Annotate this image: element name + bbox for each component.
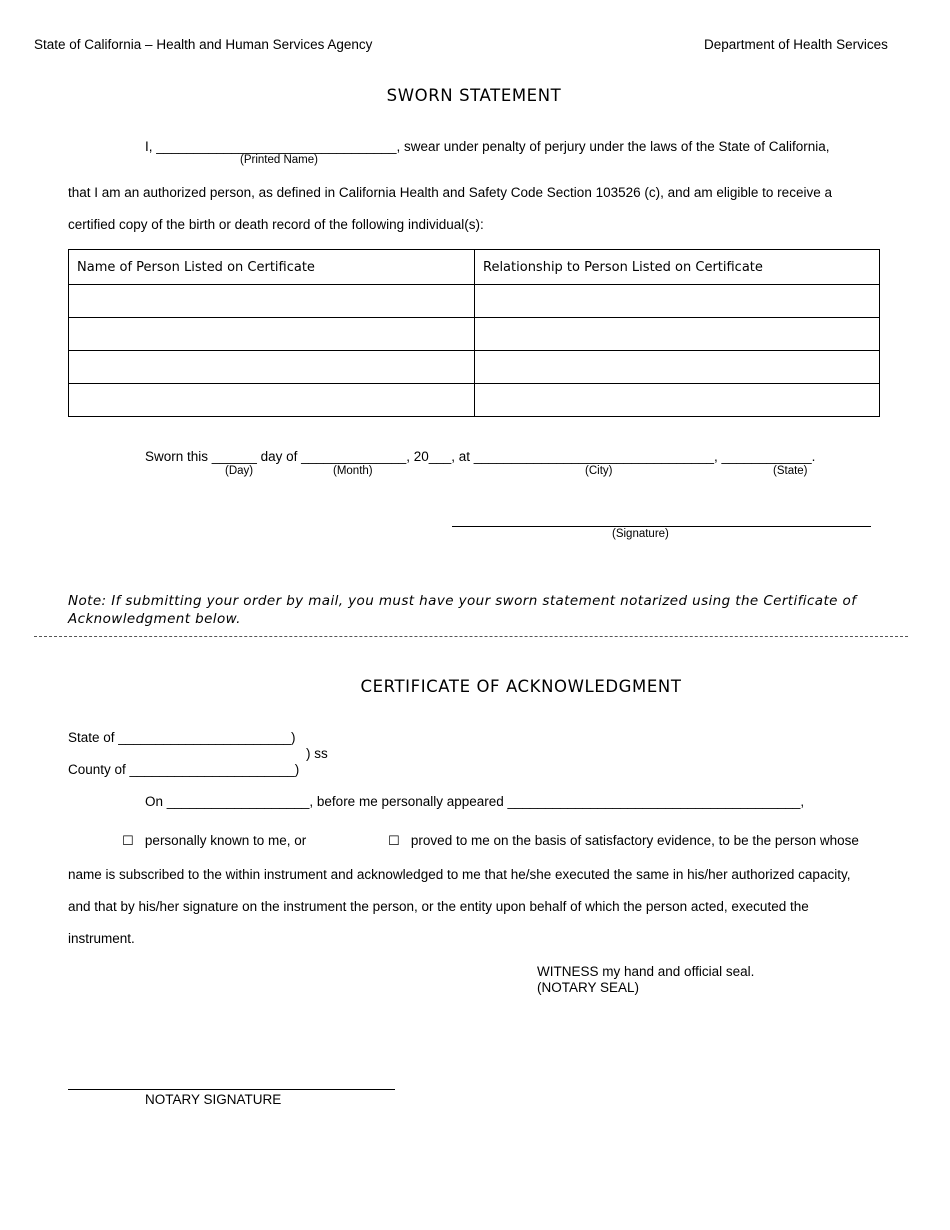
checkbox-satisfactory-evidence[interactable] bbox=[388, 833, 859, 849]
state-label: (State) bbox=[773, 465, 808, 477]
note-line-1: Note: If submitting your order by mail, you must have your sworn statement notarized using the Certificate of bbox=[68, 593, 857, 609]
day-label: (Day) bbox=[225, 465, 254, 477]
relationship-cell[interactable] bbox=[475, 285, 880, 318]
name-cell[interactable] bbox=[69, 318, 475, 351]
agency-name: State of California – Health and Human Services Agency bbox=[34, 37, 373, 52]
sworn-suffix: , swear under penalty of perjury under the laws of the State of California, bbox=[396, 139, 830, 154]
sworn-line-2: that I am an authorized person, as defined in California Health and Safety Code Section 103526 (c), and am eligible to receive a bbox=[68, 185, 832, 200]
table-row bbox=[69, 318, 880, 351]
sworn-statement-title: SWORN STATEMENT bbox=[386, 86, 562, 105]
note-line-2: Acknowledgment below. bbox=[68, 611, 241, 627]
table-row bbox=[69, 384, 880, 417]
table-row bbox=[69, 285, 880, 318]
department-name: Department of Health Services bbox=[704, 37, 888, 52]
sworn-date-place-line[interactable]: Sworn this ______ day of ______________, 20___, at ________________________________, ____________. bbox=[145, 449, 816, 464]
relationship-cell[interactable] bbox=[475, 318, 880, 351]
sworn-line-3: certified copy of the birth or death record of the following individual(s): bbox=[68, 217, 484, 232]
name-cell[interactable] bbox=[69, 285, 475, 318]
acknowledgment-para-1: name is subscribed to the within instrument and acknowledged to me that he/she executed the same in his/her authorized capacity, bbox=[68, 867, 851, 882]
sworn-line-1 bbox=[145, 139, 830, 154]
checkbox-icon[interactable]: ☐ bbox=[388, 834, 400, 849]
individuals-table bbox=[68, 249, 880, 417]
column-header-relationship: Relationship to Person Listed on Certificate bbox=[475, 250, 880, 285]
city-label: (City) bbox=[585, 465, 613, 477]
printed-name-label: (Printed Name) bbox=[240, 154, 318, 166]
month-label: (Month) bbox=[333, 465, 373, 477]
relationship-cell[interactable] bbox=[475, 351, 880, 384]
checkbox-personally-known[interactable] bbox=[122, 833, 306, 849]
checkbox-label: personally known to me, or bbox=[144, 833, 307, 848]
witness-text: WITNESS my hand and official seal. bbox=[537, 964, 755, 979]
name-cell[interactable] bbox=[69, 384, 475, 417]
state-of-field[interactable]: State of _______________________) bbox=[68, 730, 296, 745]
notary-seal-label: (NOTARY SEAL) bbox=[537, 980, 640, 995]
acknowledgment-para-2: and that by his/her signature on the instrument the person, or the entity upon behalf of which the person acted, executed the bbox=[68, 899, 809, 914]
notary-signature-label: NOTARY SIGNATURE bbox=[145, 1092, 282, 1107]
table-row bbox=[69, 351, 880, 384]
signature-line[interactable] bbox=[452, 526, 871, 527]
table-header-row bbox=[69, 250, 880, 285]
county-of-field[interactable]: County of ______________________) bbox=[68, 762, 300, 777]
signature-label: (Signature) bbox=[612, 528, 669, 540]
name-cell[interactable] bbox=[69, 351, 475, 384]
notary-signature-line[interactable] bbox=[68, 1089, 395, 1090]
acknowledgment-para-3: instrument. bbox=[68, 931, 135, 946]
mail-note bbox=[68, 592, 856, 628]
relationship-cell[interactable] bbox=[475, 384, 880, 417]
printed-name-field[interactable]: ________________________________ bbox=[156, 139, 397, 154]
checkbox-icon[interactable]: ☐ bbox=[122, 834, 134, 849]
cut-line-divider bbox=[34, 636, 908, 637]
appearance-line[interactable]: On ___________________, before me personally appeared _______________________________________, bbox=[145, 794, 805, 809]
sworn-prefix: I, bbox=[145, 139, 157, 154]
ss-mark: ) ss bbox=[306, 746, 328, 761]
column-header-name: Name of Person Listed on Certificate bbox=[69, 250, 475, 285]
checkbox-label: proved to me on the basis of satisfactory evidence, to be the person whose bbox=[410, 833, 859, 848]
acknowledgment-title: CERTIFICATE OF ACKNOWLEDGMENT bbox=[360, 677, 682, 696]
